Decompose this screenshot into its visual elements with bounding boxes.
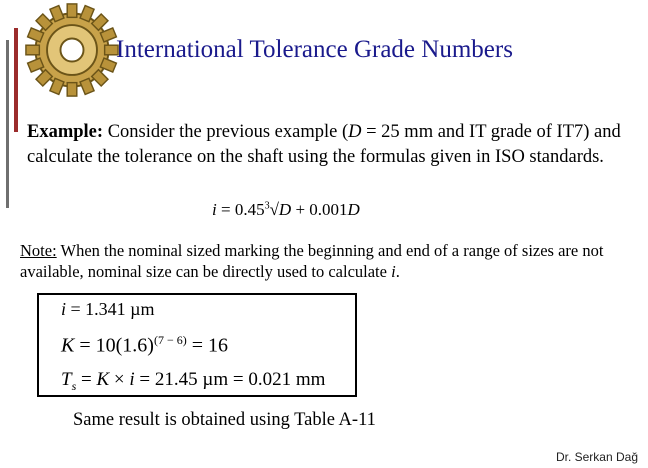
calc-line-ts	[61, 369, 325, 394]
calc-var-t-sub: s	[71, 378, 77, 393]
formula-eq: = 0.45	[216, 200, 265, 219]
left-accent-bar-red	[14, 28, 18, 132]
calc-k-exponent: (7 − 6)	[153, 333, 187, 347]
calc-k-result: = 16	[186, 334, 228, 357]
calc-ts-k: K	[96, 369, 110, 390]
example-var-d: D	[348, 122, 362, 142]
calc-var-t: T	[61, 369, 72, 390]
calc-i-value: = 1.341 µm	[66, 299, 155, 319]
tolerance-unit-formula	[212, 200, 360, 220]
note-paragraph	[20, 240, 620, 282]
calc-ts-eq: =	[76, 369, 97, 390]
calc-ts-i: i	[129, 369, 135, 390]
note-text: When the nominal sized marking the beginning and end of a range of sizes are not available, nominal size can be directly used to calculate	[20, 241, 604, 281]
calc-line-k	[61, 333, 228, 358]
note-end: .	[395, 262, 400, 281]
formula-lhs: i	[212, 200, 217, 219]
same-result-text: Same result is obtained using Table A-11	[73, 410, 376, 430]
author-footer: Dr. Serkan Dağ	[555, 450, 638, 464]
example-text-part1: Consider the previous example (	[103, 122, 349, 142]
calc-var-k: K	[61, 334, 75, 357]
calc-k-mid: = 10(1.6)	[74, 334, 154, 357]
example-paragraph	[27, 120, 627, 170]
note-var-i: i	[391, 262, 396, 281]
formula-root-symbol: √	[269, 200, 279, 219]
formula-var-d: D	[278, 200, 292, 219]
example-text-part2: = 25 mm and IT grade of IT7) and calculate the tolerance on the shaft using the formulas given in ISO standards.	[27, 122, 621, 167]
calculation-box	[37, 293, 357, 397]
calc-var-i: i	[61, 299, 67, 319]
slide-title: International Tolerance Grade Numbers	[116, 36, 513, 63]
left-accent-bar-grey	[6, 40, 9, 208]
calc-ts-times: ×	[109, 369, 130, 390]
gear-icon	[24, 2, 120, 98]
example-lead: Example:	[27, 122, 104, 142]
calc-ts-result: = 21.45 µm = 0.021 mm	[134, 369, 326, 390]
formula-var-d2: D	[347, 200, 360, 219]
calc-line-i	[61, 299, 155, 320]
formula-root-index: 3	[264, 200, 270, 212]
formula-plus: + 0.001	[291, 200, 348, 219]
note-label: Note:	[20, 241, 57, 260]
